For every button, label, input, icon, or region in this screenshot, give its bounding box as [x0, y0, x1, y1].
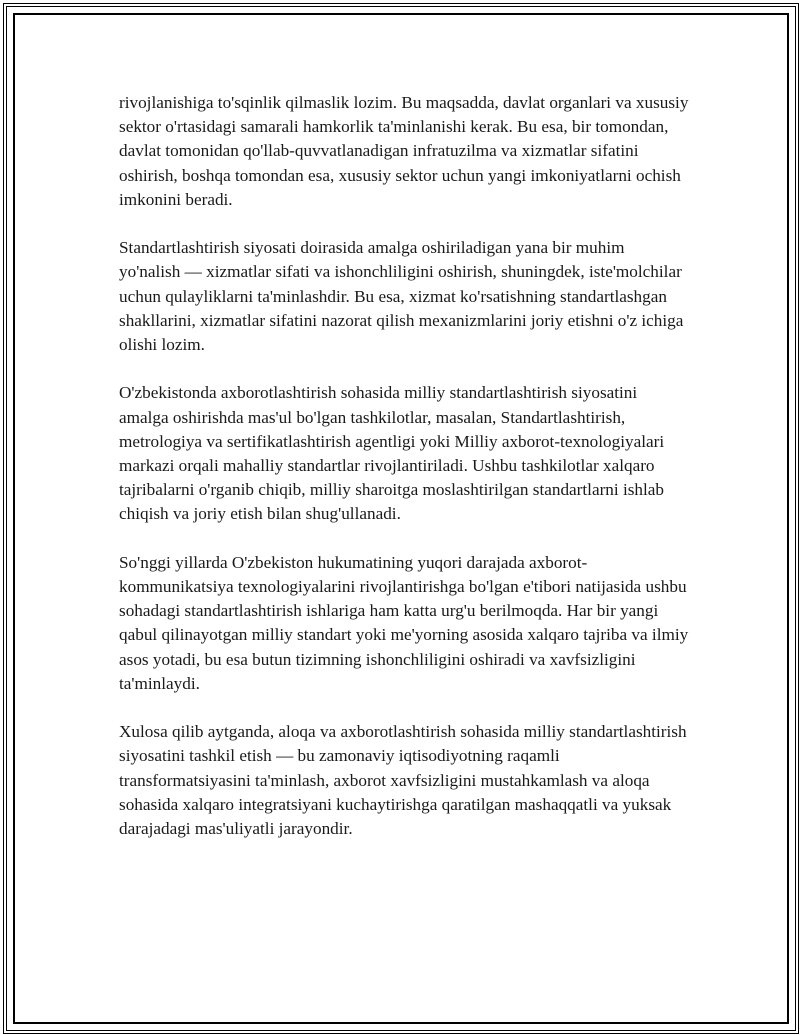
paragraph-5: Xulosa qilib aytganda, aloqa va axborotlashtirish sohasida milliy standartlashtirish siyosatini tashkil etish — bu zamonaviy iqtisodiyotning raqamli transformatsiyasini ta'minlash, axborot xavfsizligini mustahkamlash va aloqa sohasida xalqaro integratsiyani kuchaytirishga qaratilgan mashaqqatli va yuksak darajadagi mas'uliyatli jarayondir. [119, 722, 687, 839]
document-body [119, 91, 689, 865]
paragraph-2: Standartlashtirish siyosati doirasida amalga oshiriladigan yana bir muhim yo'nalish — xizmatlar sifati va ishonchliligini oshirish, shuningdek, iste'molchilar uchun qulayliklarni ta'minlashdir. Bu esa, xizmat ko'rsatishning standartlashgan shakllarini, xizmatlar sifatini nazorat qilish mexanizmlarini joriy etishni o'z ichiga olishi lozim. [119, 238, 684, 355]
paragraph-4: So'nggi yillarda O'zbekiston hukumatining yuqori darajada axborot-kommunikatsiya texnologiyalarini rivojlantirishga bo'lgan e'tibori natijasida ushbu sohadagi standartlashtirish ishlariga ham katta urg'u berilmoqda. Har bir yangi qabul qilinayotgan milliy standart yoki me'yorning asosida xalqaro tajriba va ilmiy asos yotadi, bu esa butun tizimning ishonchliligini oshiradi va xavfsizligini ta'minlaydi. [119, 552, 689, 693]
paragraph-3: O'zbekistonda axborotlashtirish sohasida milliy standartlashtirish siyosatini amalga oshirishda mas'ul bo'lgan tashkilotlar, masalan, Standartlashtirish, metrologiya va sertifikatlashtirish agentligi yoki Milliy axborot-texnologiyalari markazi orqali mahalliy standartlar rivojlantiriladi. Ushbu tashkilotlar xalqaro tajribalarni o'rganib chiqib, milliy sharoitga moslashtirilgan standartlarni ishlab chiqish va joriy etish bilan shug'ullanadi. [119, 383, 665, 524]
paragraph-1: rivojlanishiga to'sqinlik qilmaslik lozim. Bu maqsadda, davlat organlari va xususiy sektor o'rtasidagi samarali hamkorlik ta'minlanishi kerak. Bu esa, bir tomondan, davlat tomonidan qo'llab-quvvatlanadigan infratuzilma va xizmatlar sifatini oshirish, boshqa tomondan esa, xususiy sektor uchun yangi imkoniyatlarni ochish imkonini beradi. [119, 93, 689, 209]
